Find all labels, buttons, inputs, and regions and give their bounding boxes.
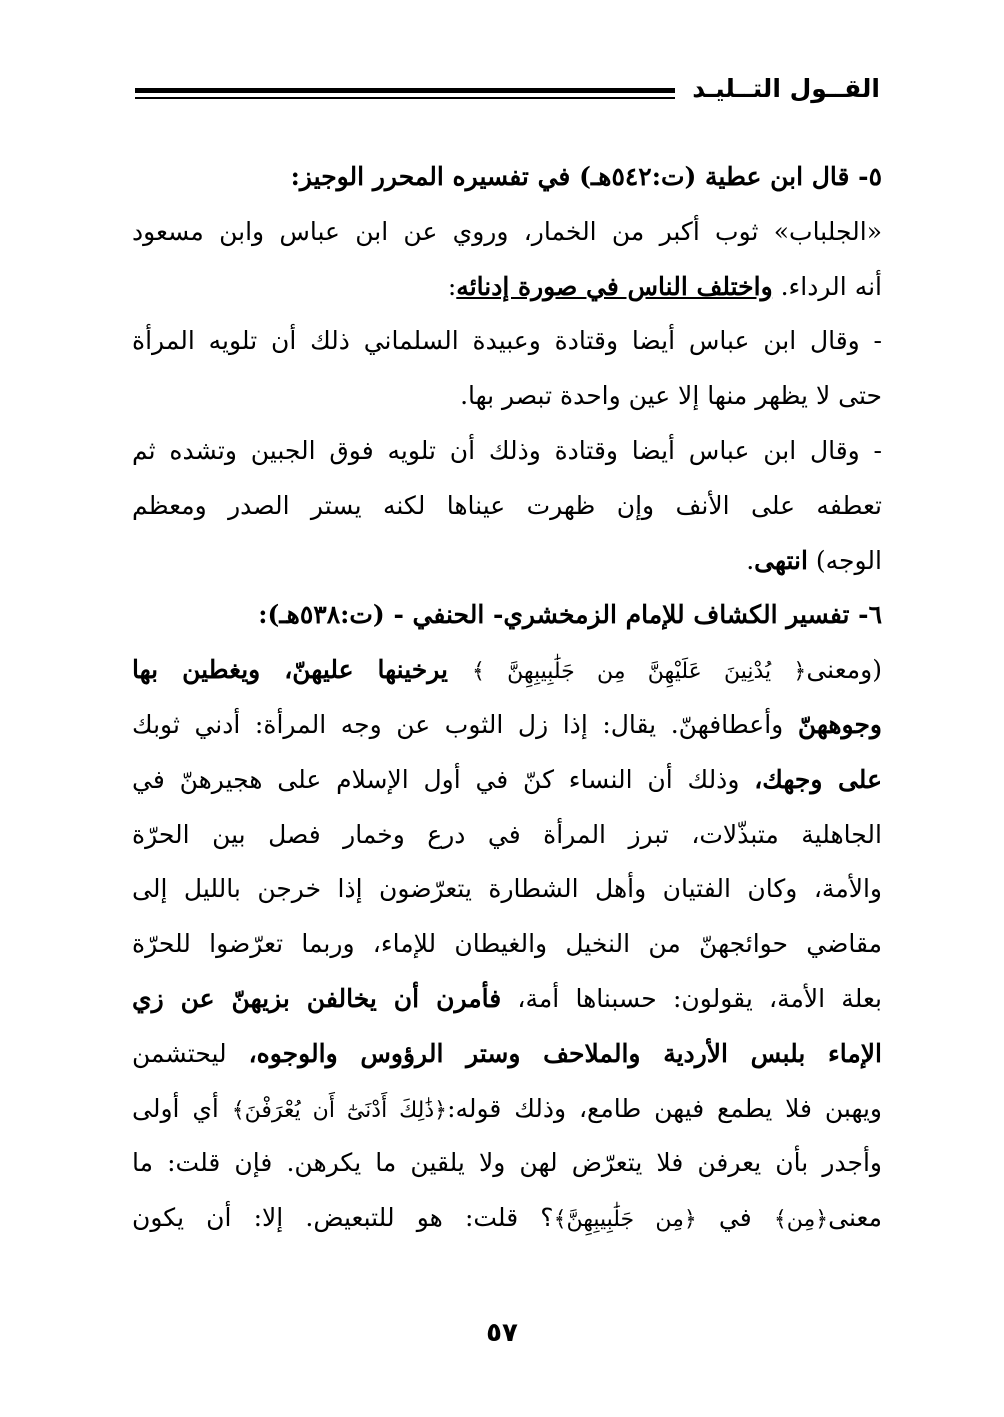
text-line	[132, 917, 882, 972]
text-segment: أي أولى	[132, 1093, 232, 1123]
text-segment: حتى لا يظهر منها إلا عين واحدة تبصر بها.	[460, 381, 882, 411]
text-line	[132, 150, 882, 205]
text-segment: معنى	[828, 1203, 882, 1233]
text-segment: الجاهلية متبذّلات، تبرز المرأة في درع وخمار فصل بين الحرّة	[132, 819, 882, 849]
text-line	[132, 314, 882, 369]
text-segment: على وجهك،	[754, 764, 882, 794]
text-segment: ليحتشمن	[132, 1038, 249, 1068]
text-segment: - وقال ابن عباس أيضا وقتادة وذلك أن تلويه فوق الجبين وتشده ثم	[132, 435, 882, 465]
text-segment: - وقال ابن عباس أيضا وقتادة وعبيدة السلماني ذلك أن تلويه المرأة	[132, 326, 882, 356]
text-segment: وأعطافهنّ. يقال: إذا زل الثوب عن وجه المرأة: أدني ثوبك	[132, 709, 798, 739]
text-segment: :	[447, 271, 457, 301]
text-segment: واختلف الناس في صورة إدنائه	[456, 271, 773, 301]
text-line	[132, 972, 882, 1027]
text-line	[132, 1191, 882, 1246]
quran-quote: ﴿مِن جَلَٰبِيبِهِنَّ﴾	[553, 1207, 697, 1233]
text-line	[132, 1082, 882, 1137]
quran-quote: ﴿ يُدْنِينَ عَلَيْهِنَّ مِن جَلَٰبِيبِهِنَّ ﴾	[471, 659, 807, 685]
text-segment: الوجه)	[807, 545, 882, 575]
text-segment: في	[696, 1203, 774, 1233]
text-line	[132, 369, 882, 424]
text-segment: ويهبن فلا يطمع فيهن طامع، وذلك قوله:	[447, 1093, 882, 1123]
text-segment: ٦- تفسير الكشاف للإمام الزمخشري- الحنفي - (ت:٥٣٨هـ):	[258, 600, 882, 630]
text-line	[132, 424, 882, 479]
text-segment: .	[746, 545, 755, 575]
text-segment: يرخينها عليهنّ، ويغطين بها	[132, 655, 472, 685]
text-segment: والأمة، وكان الفتيان وأهل الشطارة يتعرّضون إذا خرجن بالليل إلى	[132, 874, 882, 904]
text-line	[132, 808, 882, 863]
text-segment: ٥- قال ابن عطية (ت:٥٤٢هـ) في تفسيره المحرر الوجيز:	[290, 162, 882, 191]
header-rule	[135, 88, 675, 93]
text-segment: مقاضي حوائجهنّ من النخيل والغيطان للإماء، وربما تعرّضوا للحرّة	[132, 929, 882, 959]
quran-quote: ﴿ذَٰلِكَ أَدْنَىٰٓ أَن يُعْرَفْنَ﴾	[231, 1097, 448, 1123]
text-segment: ؟ قلت: هو للتبعيض. إلا: أن يكون	[132, 1203, 554, 1233]
text-segment: وأجدر بأن يعرفن فلا يتعرّض لهن ولا يلقين ما يكرهن. فإن قلت: ما	[132, 1148, 882, 1178]
text-segment: (ومعنى	[806, 655, 882, 685]
text-segment: انتهى	[754, 545, 808, 575]
text-segment: وذلك أن النساء كنّ في أول الإسلام على هجيرهنّ في	[132, 764, 755, 794]
quran-quote: ﴿مِن﴾	[773, 1207, 829, 1233]
text-line	[132, 588, 882, 643]
header-rule-thin	[135, 97, 675, 99]
text-line	[132, 534, 882, 589]
text-segment: فأمرن أن يخالفن بزيهنّ عن زي	[132, 983, 502, 1013]
running-header	[135, 70, 880, 110]
text-line	[132, 862, 882, 917]
text-segment: الإماء بلبس الأردية والملاحف وستر الرؤوس والوجوه،	[248, 1038, 882, 1068]
text-line	[132, 1027, 882, 1082]
page-number: ٥٧	[486, 1318, 518, 1348]
text-segment: أنه الرداء.	[772, 271, 882, 301]
text-line	[132, 205, 882, 260]
text-segment: «الجلباب» ثوب أكبر من الخمار، وروي عن ابن عباس وابن مسعود	[132, 216, 882, 246]
text-line	[132, 1136, 882, 1191]
text-line	[132, 479, 882, 534]
text-line	[132, 643, 882, 698]
body-text	[132, 150, 882, 1246]
text-segment: بعلة الأمة، يقولون: حسبناها أمة،	[501, 983, 882, 1013]
text-segment: تعطفه على الأنف وإن ظهرت عيناها لكنه يستر الصدر ومعظم	[132, 490, 882, 520]
text-segment: وجوههنّ	[797, 709, 882, 739]
book-title: القــول التــليـد	[692, 74, 880, 103]
text-line	[132, 698, 882, 753]
text-line	[132, 260, 882, 315]
text-line	[132, 753, 882, 808]
